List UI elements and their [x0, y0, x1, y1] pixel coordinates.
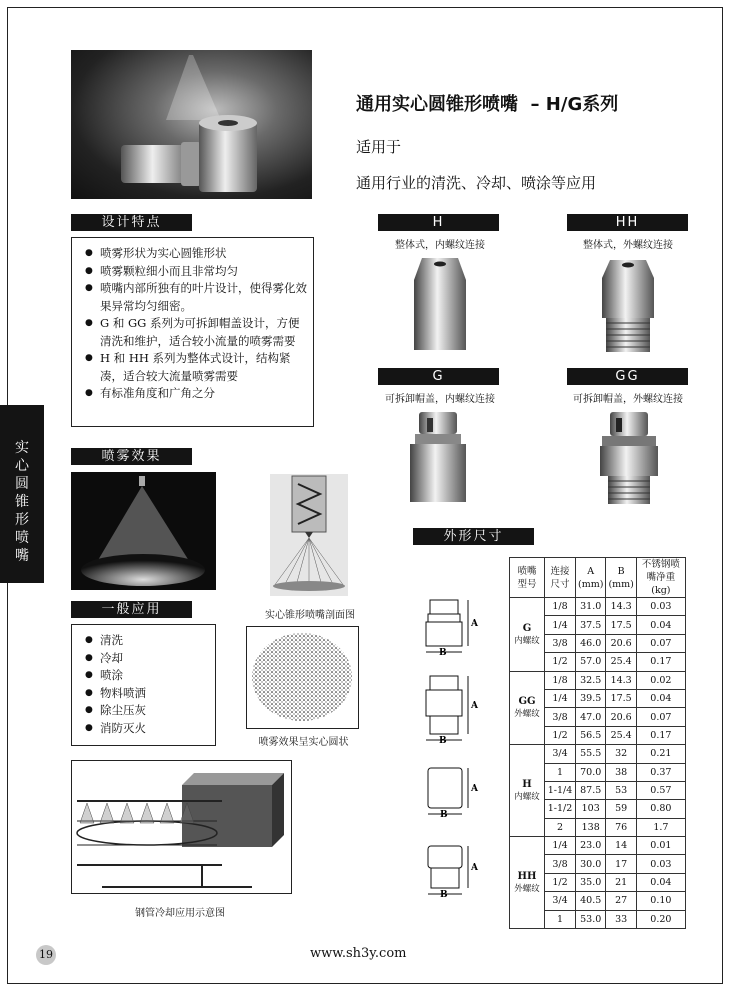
table-cell: 3/4 [545, 892, 576, 910]
table-cell: 103 [576, 800, 606, 818]
table-cell: 53 [606, 781, 636, 799]
usage-description: 通用行业的清洗、冷却、喷涂等应用 [356, 174, 597, 192]
dim-b-label: B [440, 890, 448, 900]
table-cell: 87.5 [576, 781, 606, 799]
table-cell: 3/8 [545, 855, 576, 873]
side-tab-char: 圆 [15, 476, 29, 492]
table-cell: 3/8 [545, 634, 576, 652]
column-header [510, 558, 545, 598]
dimension-drawings [418, 590, 508, 920]
dim-a-label: A [471, 863, 478, 873]
page-title: 通用实心圆锥形喷嘴 – H/G系列 [356, 94, 619, 115]
table-cell: 0.10 [636, 892, 685, 910]
nozzle-gg-header: GG [567, 368, 688, 385]
nozzle-g-photo [405, 408, 471, 506]
table-cell: 1/8 [545, 671, 576, 689]
applications-box [71, 624, 216, 746]
product-photo-art [71, 50, 312, 199]
model-thread-type: 外螺纹 [514, 884, 540, 895]
table-cell: 32 [606, 745, 636, 763]
table-cell: 32.5 [576, 671, 606, 689]
nozzle-hh-photo [598, 256, 658, 356]
dimensions-header: 外形尺寸 [413, 528, 534, 545]
side-tab-char: 锥 [15, 494, 29, 510]
applications-list [78, 632, 209, 737]
table-cell: 0.17 [636, 653, 685, 671]
model-cell [510, 837, 545, 929]
feature-item: ● H 和 HH 系列为整体式设计，结构紧凑，适合较大流量喷雾需要 [78, 350, 307, 385]
table-cell: 46.0 [576, 634, 606, 652]
table-cell: 0.20 [636, 910, 685, 928]
table-cell: 0.04 [636, 873, 685, 891]
nozzle-gg-desc: 可拆卸帽盖，外螺纹连接 [573, 394, 683, 405]
table-cell: 3/8 [545, 708, 576, 726]
model-thread-type: 内螺纹 [514, 635, 540, 646]
application-item: ● 除尘压灰 [78, 702, 209, 720]
column-header [606, 558, 636, 598]
pipe-cooling-diagram [71, 760, 292, 894]
table-cell: 56.5 [576, 726, 606, 744]
table-cell: 14.3 [606, 671, 636, 689]
table-cell: 0.21 [636, 745, 685, 763]
model-name: G [522, 622, 532, 634]
nozzle-g-header: G [378, 368, 499, 385]
table-cell: 33 [606, 910, 636, 928]
nozzle-gg-photo [596, 410, 662, 506]
table-cell: 27 [606, 892, 636, 910]
dim-b-label: B [439, 648, 447, 658]
table-cell: 1 [545, 910, 576, 928]
application-item: ● 清洗 [78, 632, 209, 650]
product-photo [71, 50, 312, 199]
dimensions-table-wrap [509, 557, 686, 929]
applications-header: 一般应用 [71, 601, 192, 618]
model-cell [510, 671, 545, 745]
table-cell: 53.0 [576, 910, 606, 928]
table-cell: 2 [545, 818, 576, 836]
column-header-line: A [587, 565, 595, 577]
table-cell: 38 [606, 763, 636, 781]
nozzle-h-photo [410, 254, 470, 354]
table-cell: 17.5 [606, 689, 636, 707]
table-cell: 40.5 [576, 892, 606, 910]
table-cell: 39.5 [576, 689, 606, 707]
table-cell: 0.02 [636, 671, 685, 689]
table-cell: 35.0 [576, 873, 606, 891]
table-row [510, 837, 686, 855]
column-header-line: 尺寸 [550, 578, 570, 590]
table-cell: 0.37 [636, 763, 685, 781]
table-row [510, 671, 686, 689]
table-cell: 0.80 [636, 800, 685, 818]
nozzle-g-desc: 可拆卸帽盖，内螺纹连接 [385, 394, 495, 405]
table-cell: 1/8 [545, 598, 576, 616]
table-cell: 1/2 [545, 873, 576, 891]
model-name: HH [517, 871, 537, 883]
dim-a-label: A [471, 701, 478, 711]
side-tab [0, 405, 44, 583]
feature-item: ● 有标准角度和广角之分 [78, 385, 307, 403]
column-header-line: 喷嘴 [517, 565, 537, 577]
table-cell: 57.0 [576, 653, 606, 671]
column-header-line: 不锈钢喷 [641, 559, 680, 570]
table-cell: 1/4 [545, 616, 576, 634]
table-cell: 1/4 [545, 689, 576, 707]
model-name: H [522, 779, 532, 791]
application-item: ● 冷却 [78, 650, 209, 668]
dimensions-table [509, 557, 686, 929]
table-cell: 1.7 [636, 818, 685, 836]
feature-item: ● 喷嘴内部所独有的叶片设计，使得雾化效果异常均匀细密。 [78, 280, 307, 315]
dim-b-label: B [440, 810, 448, 820]
application-item: ● 物料喷洒 [78, 685, 209, 703]
application-item: ● 消防灭火 [78, 720, 209, 738]
table-cell: 1/2 [545, 726, 576, 744]
features-list [78, 245, 307, 403]
table-cell: 0.03 [636, 598, 685, 616]
table-cell: 0.01 [636, 837, 685, 855]
column-header-line: B [617, 565, 625, 577]
features-header: 设计特点 [71, 214, 192, 231]
table-cell: 23.0 [576, 837, 606, 855]
table-cell: 1-1/2 [545, 800, 576, 818]
table-cell: 0.07 [636, 708, 685, 726]
spray-pattern-box [246, 626, 359, 729]
table-cell: 0.03 [636, 855, 685, 873]
column-header-line: 嘴净重(kg) [646, 572, 676, 596]
features-box [71, 237, 314, 427]
pipe-cooling-caption: 钢管冷却应用示意图 [135, 908, 225, 919]
spray-pattern-caption: 喷雾效果呈实心圆状 [258, 737, 349, 748]
model-cell [510, 598, 545, 672]
table-row [510, 598, 686, 616]
model-name: GG [518, 696, 536, 708]
dim-a-label: A [471, 619, 478, 629]
cross-section-caption: 实心锥形喷嘴剖面图 [265, 610, 355, 621]
table-cell: 17 [606, 855, 636, 873]
table-cell: 14.3 [606, 598, 636, 616]
table-cell: 70.0 [576, 763, 606, 781]
table-cell: 20.6 [606, 634, 636, 652]
nozzle-hh-header: HH [567, 214, 688, 231]
column-header [636, 558, 685, 598]
model-thread-type: 外螺纹 [514, 709, 540, 720]
table-row [510, 745, 686, 763]
side-tab-char: 形 [15, 512, 29, 528]
application-item: ● 喷涂 [78, 667, 209, 685]
nozzle-h-header: H [378, 214, 499, 231]
side-tab-char: 嘴 [15, 548, 29, 564]
model-thread-type: 内螺纹 [514, 792, 540, 803]
page-number: 19 [36, 945, 56, 965]
table-header-row [510, 558, 686, 598]
applies-to-label: 适用于 [356, 138, 402, 156]
table-cell: 3/4 [545, 745, 576, 763]
table-cell: 17.5 [606, 616, 636, 634]
table-cell: 0.04 [636, 689, 685, 707]
table-cell: 0.17 [636, 726, 685, 744]
feature-item: ● G 和 GG 系列为可拆卸帽盖设计，方便清洗和维护，适合较小流量的喷雾需要 [78, 315, 307, 350]
side-tab-char: 心 [15, 458, 29, 474]
table-cell: 14 [606, 837, 636, 855]
table-cell: 1-1/4 [545, 781, 576, 799]
table-cell: 0.07 [636, 634, 685, 652]
table-cell: 55.5 [576, 745, 606, 763]
table-cell: 47.0 [576, 708, 606, 726]
table-cell: 138 [576, 818, 606, 836]
column-header-line: (mm) [608, 578, 634, 590]
table-cell: 1 [545, 763, 576, 781]
table-cell: 31.0 [576, 598, 606, 616]
table-cell: 30.0 [576, 855, 606, 873]
spray-effect-photo [71, 472, 216, 590]
nozzle-cross-section [270, 474, 348, 596]
nozzle-hh-desc: 整体式，外螺纹连接 [583, 240, 673, 251]
feature-item: ● 喷雾形状为实心圆锥形状 [78, 245, 307, 263]
table-cell: 1/4 [545, 837, 576, 855]
table-cell: 0.57 [636, 781, 685, 799]
side-tab-char: 实 [15, 440, 29, 456]
column-header [576, 558, 606, 598]
website-url[interactable]: www.sh3y.com [310, 946, 407, 961]
side-tab-char: 喷 [15, 530, 29, 546]
column-header-line: (mm) [578, 578, 604, 590]
nozzle-h-desc: 整体式，内螺纹连接 [395, 240, 485, 251]
column-header-line: 型号 [517, 578, 537, 590]
table-cell: 76 [606, 818, 636, 836]
table-cell: 59 [606, 800, 636, 818]
table-cell: 0.04 [636, 616, 685, 634]
table-cell: 1/2 [545, 653, 576, 671]
spray-effect-header: 喷雾效果 [71, 448, 192, 465]
table-cell: 20.6 [606, 708, 636, 726]
table-cell: 25.4 [606, 653, 636, 671]
table-cell: 37.5 [576, 616, 606, 634]
feature-item: ● 喷雾颗粒细小而且非常均匀 [78, 263, 307, 281]
dim-a-label: A [471, 784, 478, 794]
column-header-line: 连接 [550, 565, 570, 577]
table-cell: 21 [606, 873, 636, 891]
table-cell: 25.4 [606, 726, 636, 744]
dim-b-label: B [439, 736, 447, 746]
column-header [545, 558, 576, 598]
model-cell [510, 745, 545, 837]
